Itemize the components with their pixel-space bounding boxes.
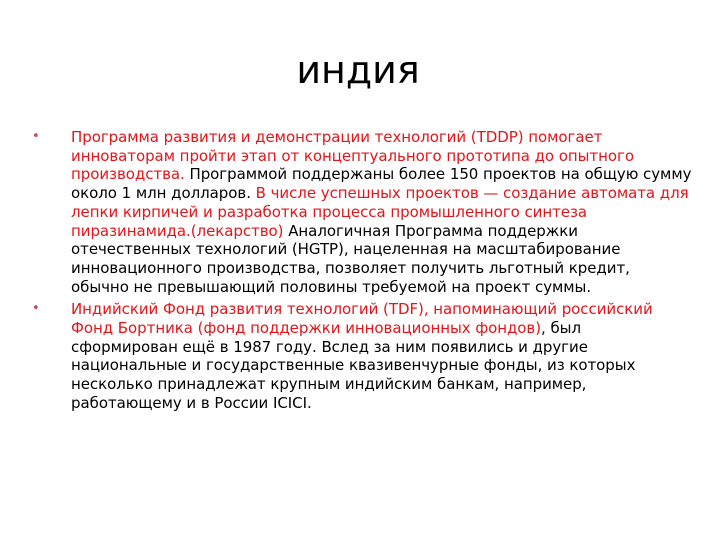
bullet-text-segment: Индийский Фонд развития технологий (TDF), напоминающий российский Фонд Бортника (фонд поддержки инновационных фондов) <box>71 300 653 338</box>
bullet-dot-icon: • <box>32 129 40 144</box>
bullet-item-tddp <box>32 128 692 296</box>
bullet-text-segment: В числе успешных проектов — создание автомата для лепки кирпичей и разработка процесса промышленного синтеза пиразинамида.(лекарство) <box>71 184 689 240</box>
bullet-dot-icon: • <box>32 301 40 317</box>
bullet-text-segment: Программа развития и демонстрации технологий (TDDP) помогает инноваторам пройти этап от концептуального прототипа до опытного производства. <box>71 128 634 184</box>
bullet-list <box>32 128 692 417</box>
bullet-item-tdf <box>32 300 692 412</box>
bullet-text-segment: Программой поддержаны более 150 проектов на общую сумму около 1 млн долларов. <box>71 165 692 203</box>
slide-title: индия <box>296 48 420 92</box>
bullet-text-segment: , был сформирован ещё в 1987 году. Вслед за ним появились и другие национальные и государственные квазивенчурные фонды, из которых несколько принадлежат крупным индийским банкам, например, работающему и в России ICICI. <box>71 319 636 412</box>
bullet-text-segment: Аналогичная Программа поддержки отечественных технологий (HGTP), нацеленная на масштабирование инновационного производства, позволяет получить льготный кредит, обычно не превышающий половины требуемой на проект суммы. <box>71 221 630 296</box>
